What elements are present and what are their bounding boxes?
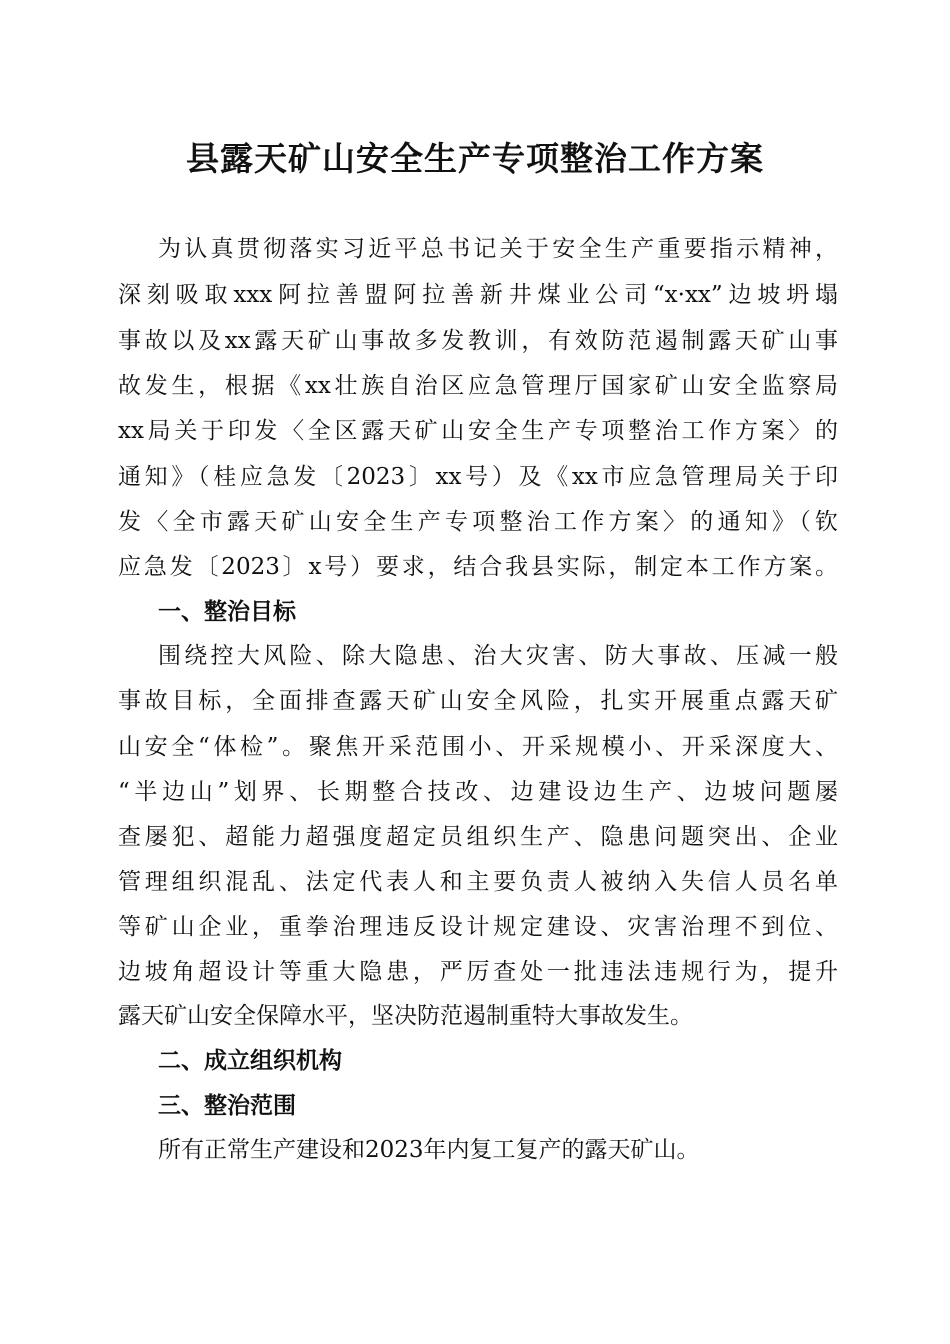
- intro-line: 事故以及xx露天矿山事故多发教训，有效防范遏制露天矿山事: [118, 328, 838, 354]
- section-goals-line: 等矿山企业，重拳治理违反设计规定建设、灾害治理不到位、: [118, 914, 838, 940]
- section-goals-line: 管理组织混乱、法定代表人和主要负责人被纳入失信人员名单: [118, 869, 838, 895]
- section-goals-line: 山安全“体检”。聚焦开采范围小、开采规模小、开采深度大、: [118, 734, 838, 760]
- section-goals-line: 查屡犯、超能力超强度超定员组织生产、隐患问题突出、企业: [118, 824, 838, 850]
- section-goals-line: “半边山”划界、长期整合技改、边建设边生产、边坡问题屡: [118, 779, 838, 805]
- intro-line: xx局关于印发〈全区露天矿山安全生产专项整治工作方案〉的: [118, 418, 838, 444]
- intro-line: 故发生，根据《xx壮族自治区应急管理厅国家矿山安全监察局: [118, 373, 838, 399]
- section-heading-scope: 三、整治范围: [158, 1093, 296, 1119]
- section-scope-line: 所有正常生产建设和2023年内复工复产的露天矿山。: [158, 1137, 700, 1163]
- intro-line: 为认真贯彻落实习近平总书记关于安全生产重要指示精神，: [158, 236, 838, 262]
- section-goals-line: 露天矿山安全保障水平，坚决防范遏制重特大事故发生。: [118, 1003, 693, 1029]
- intro-line: 应急发〔2023〕x号）要求，结合我县实际，制定本工作方案。: [118, 554, 838, 580]
- intro-line: 通知》（桂应急发〔2023〕xx号）及《xx市应急管理局关于印: [118, 464, 838, 490]
- section-heading-goals: 一、整治目标: [158, 599, 296, 625]
- section-heading-organization: 二、成立组织机构: [158, 1048, 342, 1074]
- intro-line: 深刻吸取xxx阿拉善盟阿拉善新井煤业公司“x·xx”边坡坍塌: [118, 282, 838, 308]
- section-goals-line: 围绕控大风险、除大隐患、治大灾害、防大事故、压减一般: [158, 643, 838, 669]
- intro-line: 发〈全市露天矿山安全生产专项整治工作方案〉的通知》（钦: [118, 509, 838, 535]
- section-goals-line: 事故目标，全面排查露天矿山安全风险，扎实开展重点露天矿: [118, 688, 838, 714]
- section-goals-line: 边坡角超设计等重大隐患，严厉查处一批违法违规行为，提升: [118, 959, 838, 985]
- document-title: 县露天矿山安全生产专项整治工作方案: [186, 139, 764, 178]
